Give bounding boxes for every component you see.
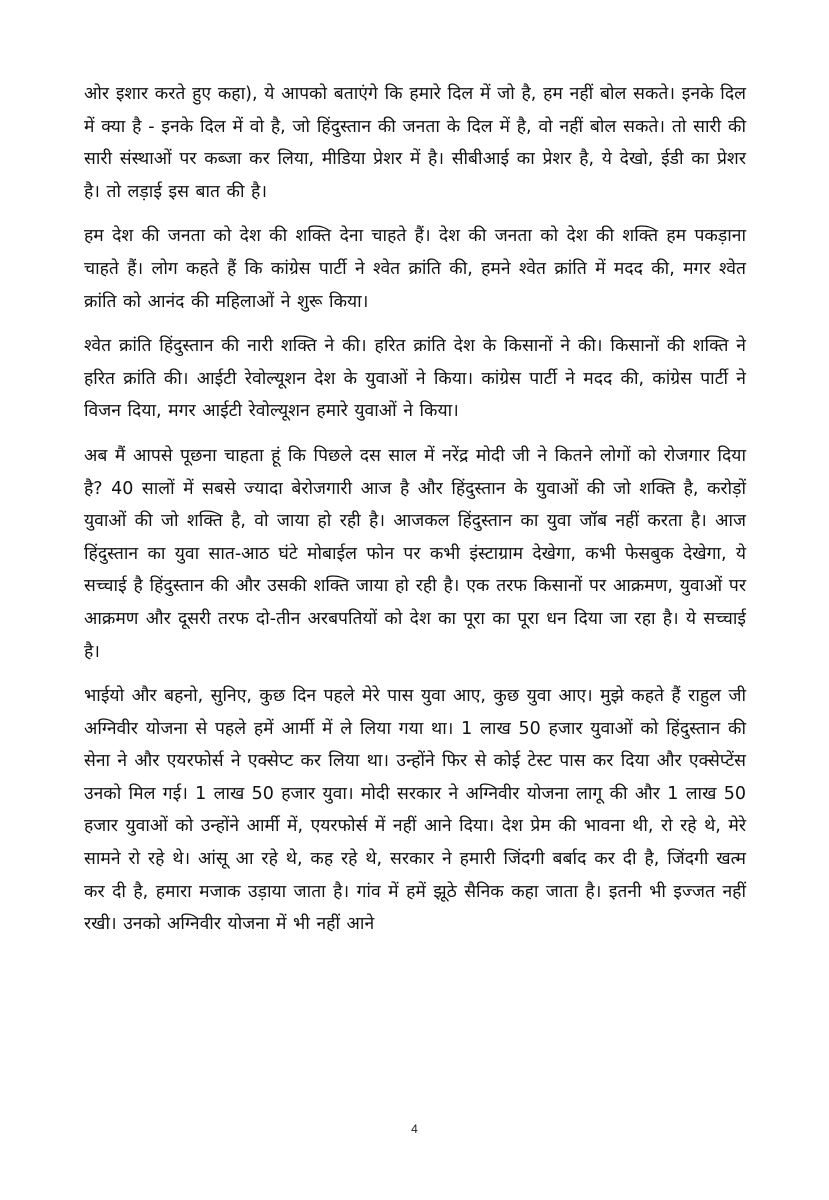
paragraph-5: भाईयो और बहनो, सुनिए, कुछ दिन पहले मेरे पास युवा आए, कुछ युवा आए। मुझे कहते हैं राहुल जी अग्निवीर योजना से पहले हमें आर्मी में ले लिया गया था। 1 लाख 50 हजार युवाओं को हिंदुस्तान की सेना ने और एयरफोर्स ने एक्सेप्ट कर लिया था। उन्होंने फिर से कोई टेस्ट पास कर दिया और एक्सेप्टेंस उनको मिल गई। 1 लाख 50 हजार युवा। मोदी सरकार ने अग्निवीर योजना लागू की और 1 लाख 50 हजार युवाओं को उन्होंने आर्मी में, एयरफोर्स में नहीं आने दिया। देश प्रेम की भावना थी, रो रहे थे, मेरे सामने रो रहे थे। आंसू आ रहे थे, कह रहे थे, सरकार ने हमारी जिंदगी बर्बाद कर दी है, जिंदगी खत्म कर दी है, हमारा मजाक उड़ाया जाता है। गांव में हमें झूठे सैनिक कहा जाता है। इतनी भी इज्जत नहीं रखी। उनको अग्निवीर योजना में भी नहीं आने (84, 686, 746, 935)
document-page (84, 78, 746, 953)
paragraph-1: ओर इशार करते हुए कहा), ये आपको बताएंगे कि हमारे दिल में जो है, हम नहीं बोल सकते। इनके दिल में क्या है - इनके दिल में वो है, जो हिंदुस्तान की जनता के दिल में है, वो नहीं बोल सकते। तो सारी की सारी संस्थाओं पर कब्जा कर लिया, मीडिया प्रेशर में है। सीबीआई का प्रेशर है, ये देखो, ईडी का प्रेशर है। तो लड़ाई इस बात की है। (84, 84, 746, 202)
page-number: 4 (411, 1122, 418, 1136)
paragraph-2: हम देश की जनता को देश की शक्ति देना चाहते हैं। देश की जनता को देश की शक्ति हम पकड़ाना चाहते हैं। लोग कहते हैं कि कांग्रेस पार्टी ने श्वेत क्रांति की, हमने श्वेत क्रांति में मदद की, मगर श्वेत क्रांति को आनंद की महिलाओं ने शुरू किया। (84, 226, 746, 312)
paragraph-3: श्वेत क्रांति हिंदुस्तान की नारी शक्ति ने की। हरित क्रांति देश के किसानों ने की। किसानों की शक्ति ने हरित क्रांति की। आईटी रेवोल्यूशन देश के युवाओं ने किया। कांग्रेस पार्टी ने मदद की, कांग्रेस पार्टी ने विजन दिया, मगर आईटी रेवोल्यूशन हमारे युवाओं ने किया। (84, 336, 746, 422)
paragraph-4: अब मैं आपसे पूछना चाहता हूं कि पिछले दस साल में नरेंद्र मोदी जी ने कितने लोगों को रोजगार दिया है? 40 सालों में सबसे ज्यादा बेरोजगारी आज है और हिंदुस्तान के युवाओं की जो शक्ति है, करोड़ों युवाओं की जो शक्ति है, वो जाया हो रही है। आजकल हिंदुस्तान का युवा जॉब नहीं करता है। आज हिंदुस्तान का युवा सात-आठ घंटे मोबाईल फोन पर कभी इंस्टाग्राम देखेगा, कभी फेसबुक देखेगा, ये सच्चाई है हिंदुस्तान की और उसकी शक्ति जाया हो रही है। एक तरफ किसानों पर आक्रमण, युवाओं पर आक्रमण और दूसरी तरफ दो-तीन अरबपतियों को देश का पूरा का पूरा धन दिया जा रहा है। ये सच्चाई है। (84, 445, 746, 662)
